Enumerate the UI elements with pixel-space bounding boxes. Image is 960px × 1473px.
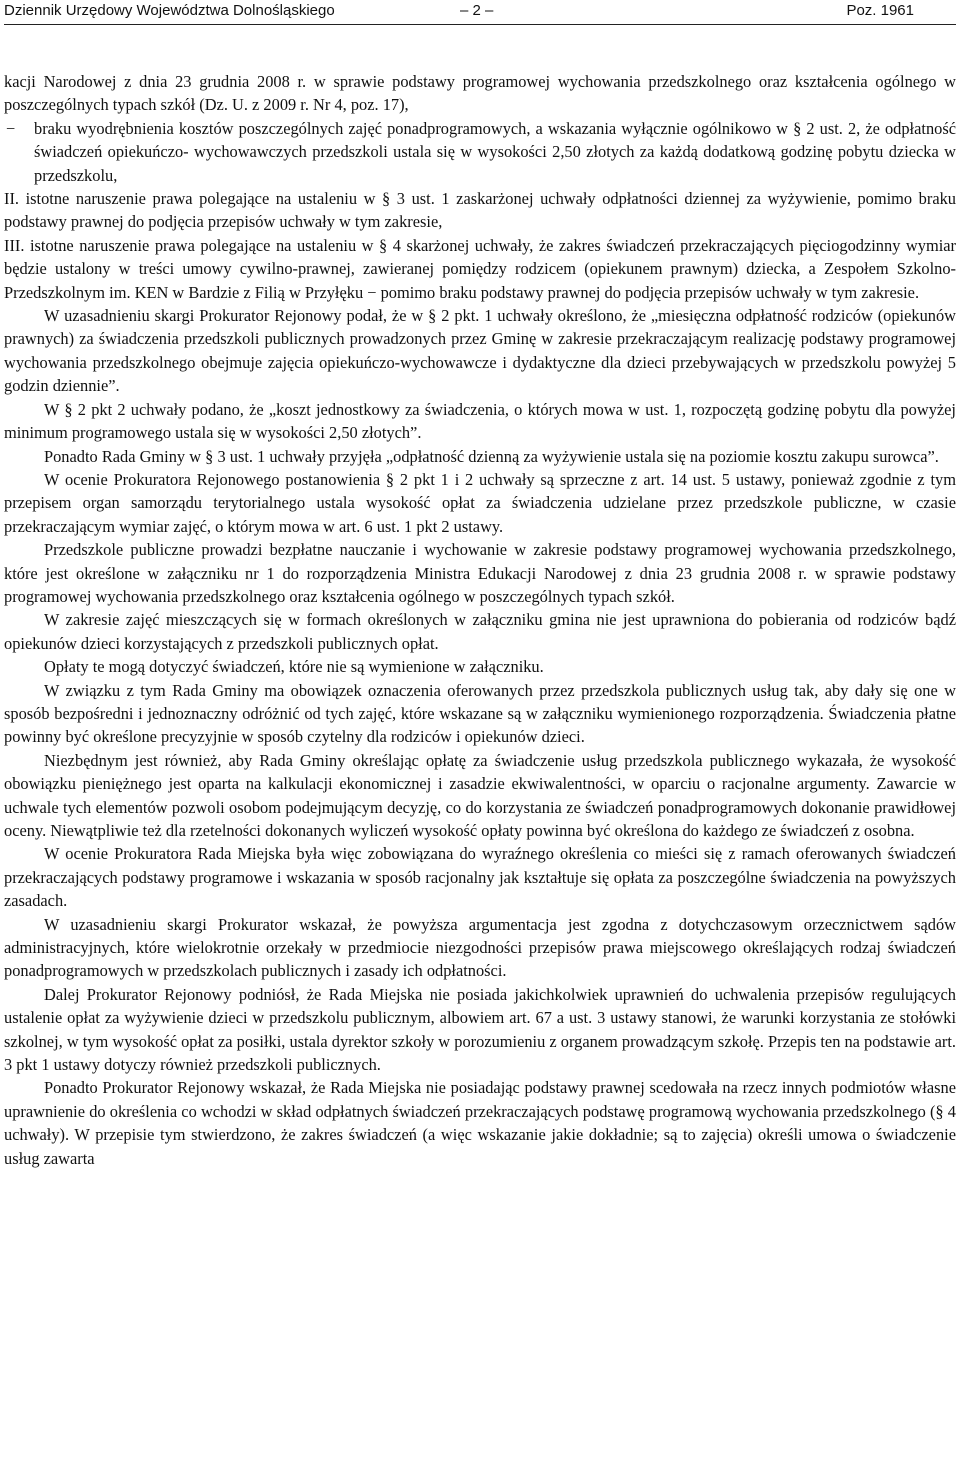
paragraph: W uzasadnieniu skargi Prokurator Rejonowy podał, że w § 2 pkt. 1 uchwały określono, że „miesięczna odpłatność rodziców (opiekunów prawnych) za świadczenia przedszkoli publicznych prowadzonych przez Gminę w zakresie przekraczającym realizację podstawy programowej wychowania przedszkolnego obejmuje zajęcia opiekuńczo-wychowawcze i dydaktyczne dla dzieci przebywających w przedszkolu powyżej 5 godzin dziennie”. (4, 306, 956, 396)
journal-title: Dziennik Urzędowy Województwa Dolnośląskiego (4, 2, 335, 19)
document-body (4, 70, 956, 1170)
paragraph: Dalej Prokurator Rejonowy podniósł, że Rada Miejska nie posiada jakichkolwiek uprawnień do uchwalenia przepisów regulujących ustalenie opłat za wyżywienie dzieci w przedszkolu publicznym, albowiem art. 67 a ust. 3 ustawy stanowi, że warunki korzystania ze stołówki szkolnej, w tym wysokość opłat za posiłki, ustala dyrektor szkoły w porozumieniu z organem prowadzącym szkołę. Przepis ten na podstawie art. 3 pkt 1 ustawy dotyczy również przedszkoli publicznych. (4, 984, 956, 1075)
point-ii: II. istotne naruszenie prawa polegające na ustaleniu w § 3 ust. 1 zaskarżonej uchwały odpłatności dziennej za wyżywienie, pomimo braku podstawy prawnej do podjęcia przepisów uchwały w tym zakresie, (4, 189, 956, 232)
paragraph: W ocenie Prokuratora Rada Miejska była więc zobowiązana do wyraźnego określenia co mieści się z ramach oferowanych świadczeń przekraczających podstawy programowe i wskazania w sposób racjonalny jak kształtuje się opłata za poszczególne świadczenia na powyższych zasadach. (4, 844, 956, 911)
paragraph: W uzasadnieniu skargi Prokurator wskazał, że powyższa argumentacja jest zgodna z dotychczasowym orzecznictwem sądów administracyjnych, które wielokrotnie orzekały w przedmiocie niezgodności przepisów prawa miejscowego określających rodzaj świadczeń ponadprogramowych w przedszkolach publicznych i zasady ich odpłatności. (4, 914, 956, 981)
paragraph: W ocenie Prokuratora Rejonowego postanowienia § 2 pkt 1 i 2 uchwały są sprzeczne z art. 14 ust. 5 ustawy, ponieważ zgodnie z tym przepisem organ samorządu terytorialnego ustala wysokość opłat za świadczenia udzielane przez przedszkole publiczne, w czasie przekraczającym wymiar zajęć, o którym mowa w art. 6 ust. 1 pkt 2 ustawy. (4, 469, 956, 536)
header-rule (4, 24, 956, 25)
dash-list-item: − braku wyodrębnienia kosztów poszczególnych zajęć ponadprogramowych, a wskazania wyłącznie ogólnikowo w § 2 ust. 2, że odpłatność świadczeń opiekuńczo- wychowawczych przedszkoli ustala się w wysokości 2,50 złotych za każdą dodatkową godzinę pobytu dziecka w przedszkolu, (4, 117, 956, 187)
paragraph: W § 2 pkt 2 uchwały podano, że „koszt jednostkowy za świadczenia, o których mowa w ust. 1, rozpoczętą godzinę pobytu dla powyżej minimum programowego ustala się w wysokości 2,50 złotych”. (4, 399, 956, 443)
paragraph: Ponadto Prokurator Rejonowy wskazał, że Rada Miejska nie posiadając podstawy prawnej scedowała na rzecz innych podmiotów własne uprawnienie do określenia co wchodzi w skład odpłatnych świadczeń przekraczających podstawę programową wychowania przedszkolnego (§ 4 uchwały). W przepisie tym stwierdzono, że zakres świadczeń (a więc wskazanie jakie dokładnie; są to zajęcia) określi umowa o świadczenie usług zawarta (4, 1078, 956, 1168)
point-iii: III. istotne naruszenie prawa polegające na ustaleniu w § 4 skarżonej uchwały, że zakres świadczeń przekraczających pięciogodzinny wymiar będzie ustalony w treści umowy cywilno-prawnej, zawieranej pomiędzy rodzicem (opiekunem prawnym) dziecka, a Zespołem Szkolno-Przedszkolnym im. KEN w Bardzie z Filią w Przyłęku − pomimo braku podstawy prawnej do podjęcia przepisów uchwały w tym zakresie. (4, 235, 956, 302)
position-number: Poz. 1961 (846, 2, 914, 19)
page-header (4, 0, 956, 27)
paragraph: Przedszkole publiczne prowadzi bezpłatne nauczanie i wychowanie w zakresie podstawy programowej wychowania przedszkolnego, które jest określone w załączniku nr 1 do rozporządzenia Ministra Edukacji Narodowej z dnia 23 grudnia 2008 r. w sprawie podstawy programowej wychowania przedszkolnego oraz kształcenia ogólnego w poszczególnych typach szkół. (4, 540, 956, 606)
paragraph-continuation: kacji Narodowej z dnia 23 grudnia 2008 r. w sprawie podstawy programowej wychowania przedszkolnego oraz kształcenia ogólnego w poszczególnych typach szkół (Dz. U. z 2009 r. Nr 4, poz. 17), (4, 72, 956, 115)
paragraph: W zakresie zajęć mieszczących się w formach określonych w załączniku gmina nie jest uprawniona do pobierania od rodziców bądź opiekunów dzieci korzystających z przedszkoli publicznych opłat. (4, 610, 956, 653)
paragraph: Opłaty te mogą dotyczyć świadczeń, które nie są wymienione w załączniku. (44, 657, 544, 677)
page-number: – 2 – (460, 2, 494, 19)
paragraph: Niezbędnym jest również, aby Rada Gminy określając opłatę za świadczenie usług przedszkola publicznego wykazała, że wysokość obowiązku pieniężnego jest oparta na kalkulacji ekonomicznej i zasadzie ekwiwalentności, w oparciu o racjonalne argumenty. Zawarcie w uchwale tych elementów pozwoli osobom podejmującym decyzję, co do korzystania ze świadczeń ponadprogramowych dokonanie prawidłowej oceny. Niewątpliwie też dla rzetelności dokonanych wyliczeń wysokość opłaty powinna być określona do każdego ze świadczeń z osobna. (4, 750, 956, 840)
paragraph: Ponadto Rada Gminy w § 3 ust. 1 uchwały przyjęła „odpłatność dzienną za wyżywienie ustala się na poziomie kosztu zakupu surowca”. (44, 446, 939, 466)
paragraph: W związku z tym Rada Gminy ma obowiązek oznaczenia oferowanych przez przedszkola publicznych usług tak, aby dały się one w sposób bezpośredni i jednoznaczny odróżnić od tych zajęć, które wskazane są w załączniku wymienionego rozporządzenia. Świadczenia płatne powinny być określone precyzyjnie w sposób czytelny dla rodziców i opiekunów dzieci. (4, 680, 956, 747)
